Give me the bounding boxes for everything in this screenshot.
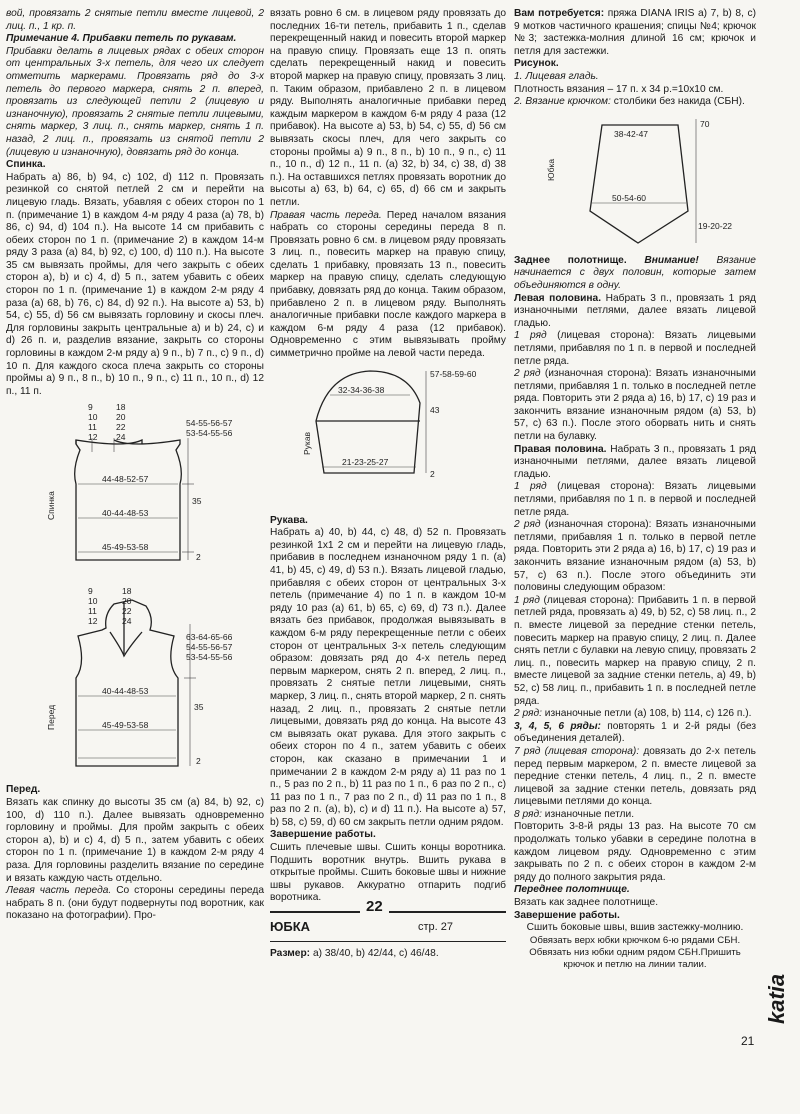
dim-label: 19-20-22 [698,220,733,231]
dim-label: 18 [122,586,132,597]
dim-label: 20 [122,596,132,607]
dim-label: 12 [88,432,98,443]
row-body: (лицевая сторона): Вязать лицевыми петлями, прибавляя по 1 п. в первой и последней петле ряда. [514,330,756,367]
back-body: Набрать а) 86, b) 94, c) 102, d) 112 п. Провязать резинкой со снятой петлей 2 см и перейти на лицевую гладь. Вязать, убавляя с обеих сторон по 1 п. (примечание 1) в каждом 4-м ряду 4 раза (a) 78, b) 86, c) 94, d) 104 п.). На высоте 14 см прибавить с обеих сторон по 1 п. (примечание 2) в каждом 14-м ряду 3 раза (a) 84, b) 92, c) 100, d) 110 п.). На высоте 35 см вывязать проймы, для чего закрыть с обеих сторон а), b) и c) 4, d) 5 п., затем убавить с обеих сторон по 1 п. (примечание 1) в каждом 2-м ряду 4 раза (a) 68, b) 76, c) 84, d) 92 п.). На высоте а) 53, b) 54, c) 55, d) 56 см вывязать горловину и скосы плеч. Для горловины закрыть центральные а) и b) 24, c) и d) 26 п. и, разделив вязание, закрыть со стороны горловины в каждом 2-м ряду а) 9 п., b) 7 п., c) 9 п., d) 10 п. Для каждого скоса плеча закрыть со стороны проймы а) 9 п., 8 п., b) 10 п., 9 п., c) 11 п., 10 п., d) 12 п., 11 п. [6,171,264,397]
row-body: изнаночные петли. [544,808,635,820]
finish-body-2: Обвязать верх юбки крючком 6-ю рядами СБН. Обвязать низ юбки одним рядом СБН.Пришить крючок и петлю на линии талии. [529,934,741,970]
dim-label: 44-48-52-57 [102,474,149,485]
size-label: Размер: [270,948,311,960]
dim-label: 53-54-55-56 [186,652,233,663]
schematic-label: Спинка [46,491,56,521]
dim-label: 24 [116,432,126,443]
row-label: 7 ряд (лицевая сторона): [514,745,640,757]
row-label: 2 ряд: [514,708,542,720]
dim-label: 20 [116,412,126,423]
page-number: 21 [741,1034,755,1048]
dim-label: 21-23-25-27 [342,456,389,467]
dim-label: 57-58-59-60 [430,368,477,379]
row-label: 8 ряд: [514,808,542,820]
front-title: Перед. [6,784,41,796]
row-label: 3, 4, 5, 6 ряды: [514,720,601,732]
dim-label: 54-55-56-57 [186,418,233,429]
svg-text:katia: katia [764,973,789,1024]
front-body: Вязать как спинку до высоты 35 см (a) 84, b) 92, c) 100, d) 110 п.). Далее вывязать одновременно горловину и проймы. Для пройм закрыть с обеих сторон а), b) и c) 4, d) 5 п., затем убавить с обеих сторон по 1 п. (примечание 1) в каждом 2-м ряду 4 раза. Для горловины разделить вязание по середине и вязать каждую часть отдельно. [6,797,264,884]
dim-label: 10 [88,596,98,607]
row-label: 1 ряд [514,330,547,342]
dim-label: 9 [88,586,93,597]
dim-label: 11 [88,422,97,433]
dim-label: 32-34-36-38 [338,384,385,395]
right-half-body: Набрать 3 п., провязать 1 ряд изнаночными петлями, далее вязать лицевой гладью. [514,443,756,480]
note4-title: Примечание 4. Прибавки петель по рукавам. [6,33,237,45]
right-front-body: Перед началом вязания набрать со стороны середины переда 8 п. Провязать ровно 6 см. в лицевом ряду провязать 3 лиц. п., повесить маркер на правую спицу, сделать 1 прибавку, провязать 13 п., повесить маркер на правую спицу, сделать следующую прибавку, довязать ряд до конца. Таким образом, прибавлено 2 п. в лицевом ряду. Выполнять аналогичные прибавки после каждого маркера в каждом 6-м ряду 4 раза (12 прибавок). Одновременно с этим вывязывать пройму симметрично пройме на левой части переда. [270,209,506,360]
left-front-body: Со стороны середины переда набрать 8 п. (они будут подвернуты под воротник, как показано на фотографии). Про- [6,885,264,922]
pattern-2-desc: столбики без накида (СБН). [613,96,745,108]
left-half-body: Набрать 3 п., провязать 1 ряд изнаночными петлями, далее вязать лицевой гладью. [514,292,756,329]
paragraph: вой, провязать 2 снятые петли вместе лицевой, 2 лиц. п., 1 кр. п. [6,8,264,32]
section-number: 22 [360,901,389,914]
front-schematic [6,584,264,782]
skirt-header [270,898,506,942]
dim-label: 22 [122,606,132,617]
sleeve-schematic [270,363,506,513]
row-body: (лицевая сторона): Прибавить 1 п. в первой петлей ряда, провязать а) 49, b) 52, c) 58 лиц. п., 2 п. вместе лицевой за передние стенки петель, повесить маркер на правую спицу, 2 лиц. п. Далее снять петли с булавки на левую спицу, провязать 2 лиц. п., повесить маркер на правую спицу, 2 п. вместе лицевой за задние стенки петель, а) 49, b) 52, c) 58 лиц. п., прибавить 1 п. в последней петле ряда. [514,594,757,707]
column-right [514,8,756,971]
note4-body: Прибавки делать в лицевых рядах с обеих сторон от центральных 3-х петель, для чего их следует отметить маркерами. Провязать ряд до 3-х петель до первого маркера, снять 2 п. вперед, провязать из следующей петли 2 (лицевую и изнаночную), провязать 2 снятые петли лицевыми, снять маркер, 3 лиц. п., снять маркер, снять 1 п. назад, 2 лиц. п., провязать из снятой петли 2 (лицевую и изнаночную), довязать ряд до конца. [6,45,264,158]
dim-label: 2 [196,756,201,767]
column-left [6,8,264,923]
materials-title: Вам потребуется: [514,8,605,19]
sleeves-body: Набрать а) 40, b) 44, c) 48, d) 52 п. Провязать резинкой 1х1 2 см и перейти на лицевую гладь, прибавив в последнем изнаночном ряду 1 п. (a) 41, b) 45, c) 49, d) 53 п.). Вязать лицевой гладью, прибавляя с обеих сторон от центральных 3-х петель (примечание 4) по 1 п. в каждом 10-м ряду 10 раз (a) 61, b) 65, c) 69, d) 73 п.). Далее вязать без прибавок, продолжая вывязывать в каждом 6-м ряду перекрещенные петли с обеих сторон от центральных 3-х петель следующим образом: довязать ряд до 4-х петель перед первым маркером, снять 2 п. вперед, 2 лиц. п., провязать 2 снятые петли лицевыми, снять маркер, 3 лиц. п., снять второй маркер, 2 п. снять назад, 2 лиц. п., провязать 2 снятые петли лицевыми, довязать ряд до конца. На высоте 43 см вывязать окат рукава. Для этого закрыть с обеих сторон по 4 п., затем убавить с обеих сторон, как сказано в примечании 1 и примечании 2 в каждом 2-м ряду а) 11 раз по 1 п., 5 раз по 2 п., b) 11 раз по 1 п., 6 раз по 2 п., c) 11 раз по 1 п., 7 раз по 2 п., d) 11 раз по 1 п., 8 раз по 2 п. (a), b), c) и d) 11 п.). На высоте а) 57, b) 58, c) 59, d) 60 см закрыть петли одним рядом. [270,527,506,828]
row-body: довязать до 2-х петель перед первым маркером, 2 п. вместе лицевой за передние стенки петель, 4 лиц. п., 2 п. вместе лицевой за задние стенки петель, довязать ряд лицевыми петлями до конца. [514,745,756,808]
dim-label: 10 [88,412,98,423]
dim-label: 50-54-60 [612,192,647,203]
right-half-title: Правая половина. [514,443,607,455]
dim-label: 18 [116,402,126,413]
dim-label: 35 [194,702,204,713]
sleeves-title: Рукава. [270,514,308,526]
dim-label: 40-44-48-53 [102,508,149,519]
row-body: (лицевая сторона): Вязать лицевыми петлями, прибавляя по 1 п. в первой и последней петле ряда. [514,481,756,518]
dim-label: 70 [700,118,710,129]
row-body: изнаночные петли (a) 108, b) 114, c) 126 п.). [544,708,752,720]
dim-label: 43 [430,404,440,415]
back-schematic [6,400,264,582]
row-label: 1 ряд [514,594,540,606]
dim-label: 45-49-53-58 [102,542,149,553]
katia-logo-icon [760,960,792,1026]
finish-body: Сшить плечевые швы. Сшить концы воротника. Подшить воротник внутрь. Вшить рукава в открытые проймы. Сшить боковые швы и нижние швы рукавов. Аккуратно отпарить подгиб воротника. [270,842,506,904]
paragraph: вязать ровно 6 см. в лицевом ряду провязать до последних 16-ти петель, прибавить 1 п., сделав перекрещенный накид и повесить второй маркер на правую спицу. Провязать еще 13 п. опять сделать перекрещенный накид и повесить второй маркер на правую спицу, провязать 3 лиц. п. Таким образом, прибавлено 2 п. в лицевом ряду. Выполнять аналогичные прибавки перед каждым маркером в каждом 6-м ряду 4 раза (12 прибавок). На высоте а) 53, b) 54, c) 55, d) 56 см вывязать скосы плеч, для чего закрыть со стороны проймы а) 9 п., 8 п., b) 10 п., 9 п., c) 11 п., 10 п., d) 12 п., 11 п. (a) 32, b) 34, c) 38, d) 38 п.). На оставшихся петлях провязать воротник до высоты а) 63, b) 64, c) 65, d) 66 см и закрыть петли. [270,8,506,208]
finish-title: Завершение работы. [514,909,620,921]
schematic-label: Перед [46,705,56,731]
brand-logo [760,960,792,1026]
pattern-2: 2. Вязание крючком: [514,96,611,108]
dim-label: 9 [88,402,93,413]
left-half-title: Левая половина. [514,292,602,304]
dim-label: 63-64-65-66 [186,632,233,643]
front-panel-title: Переднее полотнище. [514,884,630,896]
dim-label: 45-49-53-58 [102,720,149,731]
pattern-1: 1. Лицевая гладь. [514,70,599,82]
back-panel-title: Заднее полотнище. [514,254,627,266]
attention: Внимание! [644,254,699,266]
dim-label: 12 [88,616,98,627]
row-body: (изнаночная сторона): Вязать изнаночными петлями, прибавляя 1 п. только в первой петле ряда. Повторить эти 2 ряда а) 16, b) 17, c) 19 раз и закончить вязание изнаночным рядом (a) 53, b) 57, c) 63 п.). После этого объединить эти половины следующим образом: [514,519,756,594]
dim-label: 11 [88,606,97,617]
finish-title: Завершение работы. [270,829,376,841]
pattern-title: Рисунок. [514,58,559,70]
row-label: 2 ряд [514,368,541,380]
row-label: 2 ряд [514,519,541,531]
dim-label: 24 [122,616,132,627]
dim-label: 22 [116,422,126,433]
row-body: (изнаночная сторона): Вязать изнаночными петлями, прибавляя 1 п. только в последней петле ряда. Повторить эти 2 ряда а) 16, b) 17, c) 19 раз и закончить вязание изнаночным рядом (a) 53, b) 57, c) 63 п.). После этого оборвать нить и снять петли на булавку. [514,368,756,443]
skirt-schematic [514,111,756,253]
right-front-title: Правая часть переда. [270,209,382,221]
skirt-title: ЮБКА [270,919,311,935]
gauge: Плотность вязания – 17 п. х 34 р.=10х10 см. [514,83,724,95]
repeat-instructions: Повторить 3-8-й ряды 13 раз. На высоте 70 см продолжать только убавки в середине полотна в каждом лицевом ряду. Одновременно с этим закрывать по 2 п. с обеих сторон в каждом 2-м ряду до полного закрытия ряда. [514,821,756,883]
row-body: повторять 1 и 2-й ряды (без объединения деталей). [514,720,756,745]
attention-body: Вязание начинается с двух половин, которые затем объединяются в одну. [514,254,756,291]
front-panel-body: Вязать как заднее полотнище. [514,897,659,909]
schematic-label: Рукав [302,431,312,455]
page-reference: стр. 27 [418,921,454,934]
finish-body: Сшить боковые швы, вшив застежку-молнию. [526,922,744,934]
dim-label: 35 [192,496,202,507]
size-values: a) 38/40, b) 42/44, c) 46/48. [312,948,439,960]
back-title: Спинка. [6,159,46,171]
dim-label: 40-44-48-53 [102,686,149,697]
left-front-title: Левая часть переда. [6,885,112,897]
column-middle [270,8,506,961]
dim-label: 38-42-47 [614,128,649,139]
dim-label: 54-55-56-57 [186,642,233,653]
dim-label: 53-54-55-56 [186,428,233,439]
schematic-label: Юбка [546,158,556,181]
dim-label: 2 [430,468,435,479]
materials-body: пряжа DIANA IRIS а) 7, b) 8, c) 9 мотков частичного крашения; спицы №4; крючок №3; застежка-молния длиной 16 см; крючок и петля для застежки. [514,8,756,57]
row-label: 1 ряд [514,481,547,493]
dim-label: 2 [196,552,201,563]
